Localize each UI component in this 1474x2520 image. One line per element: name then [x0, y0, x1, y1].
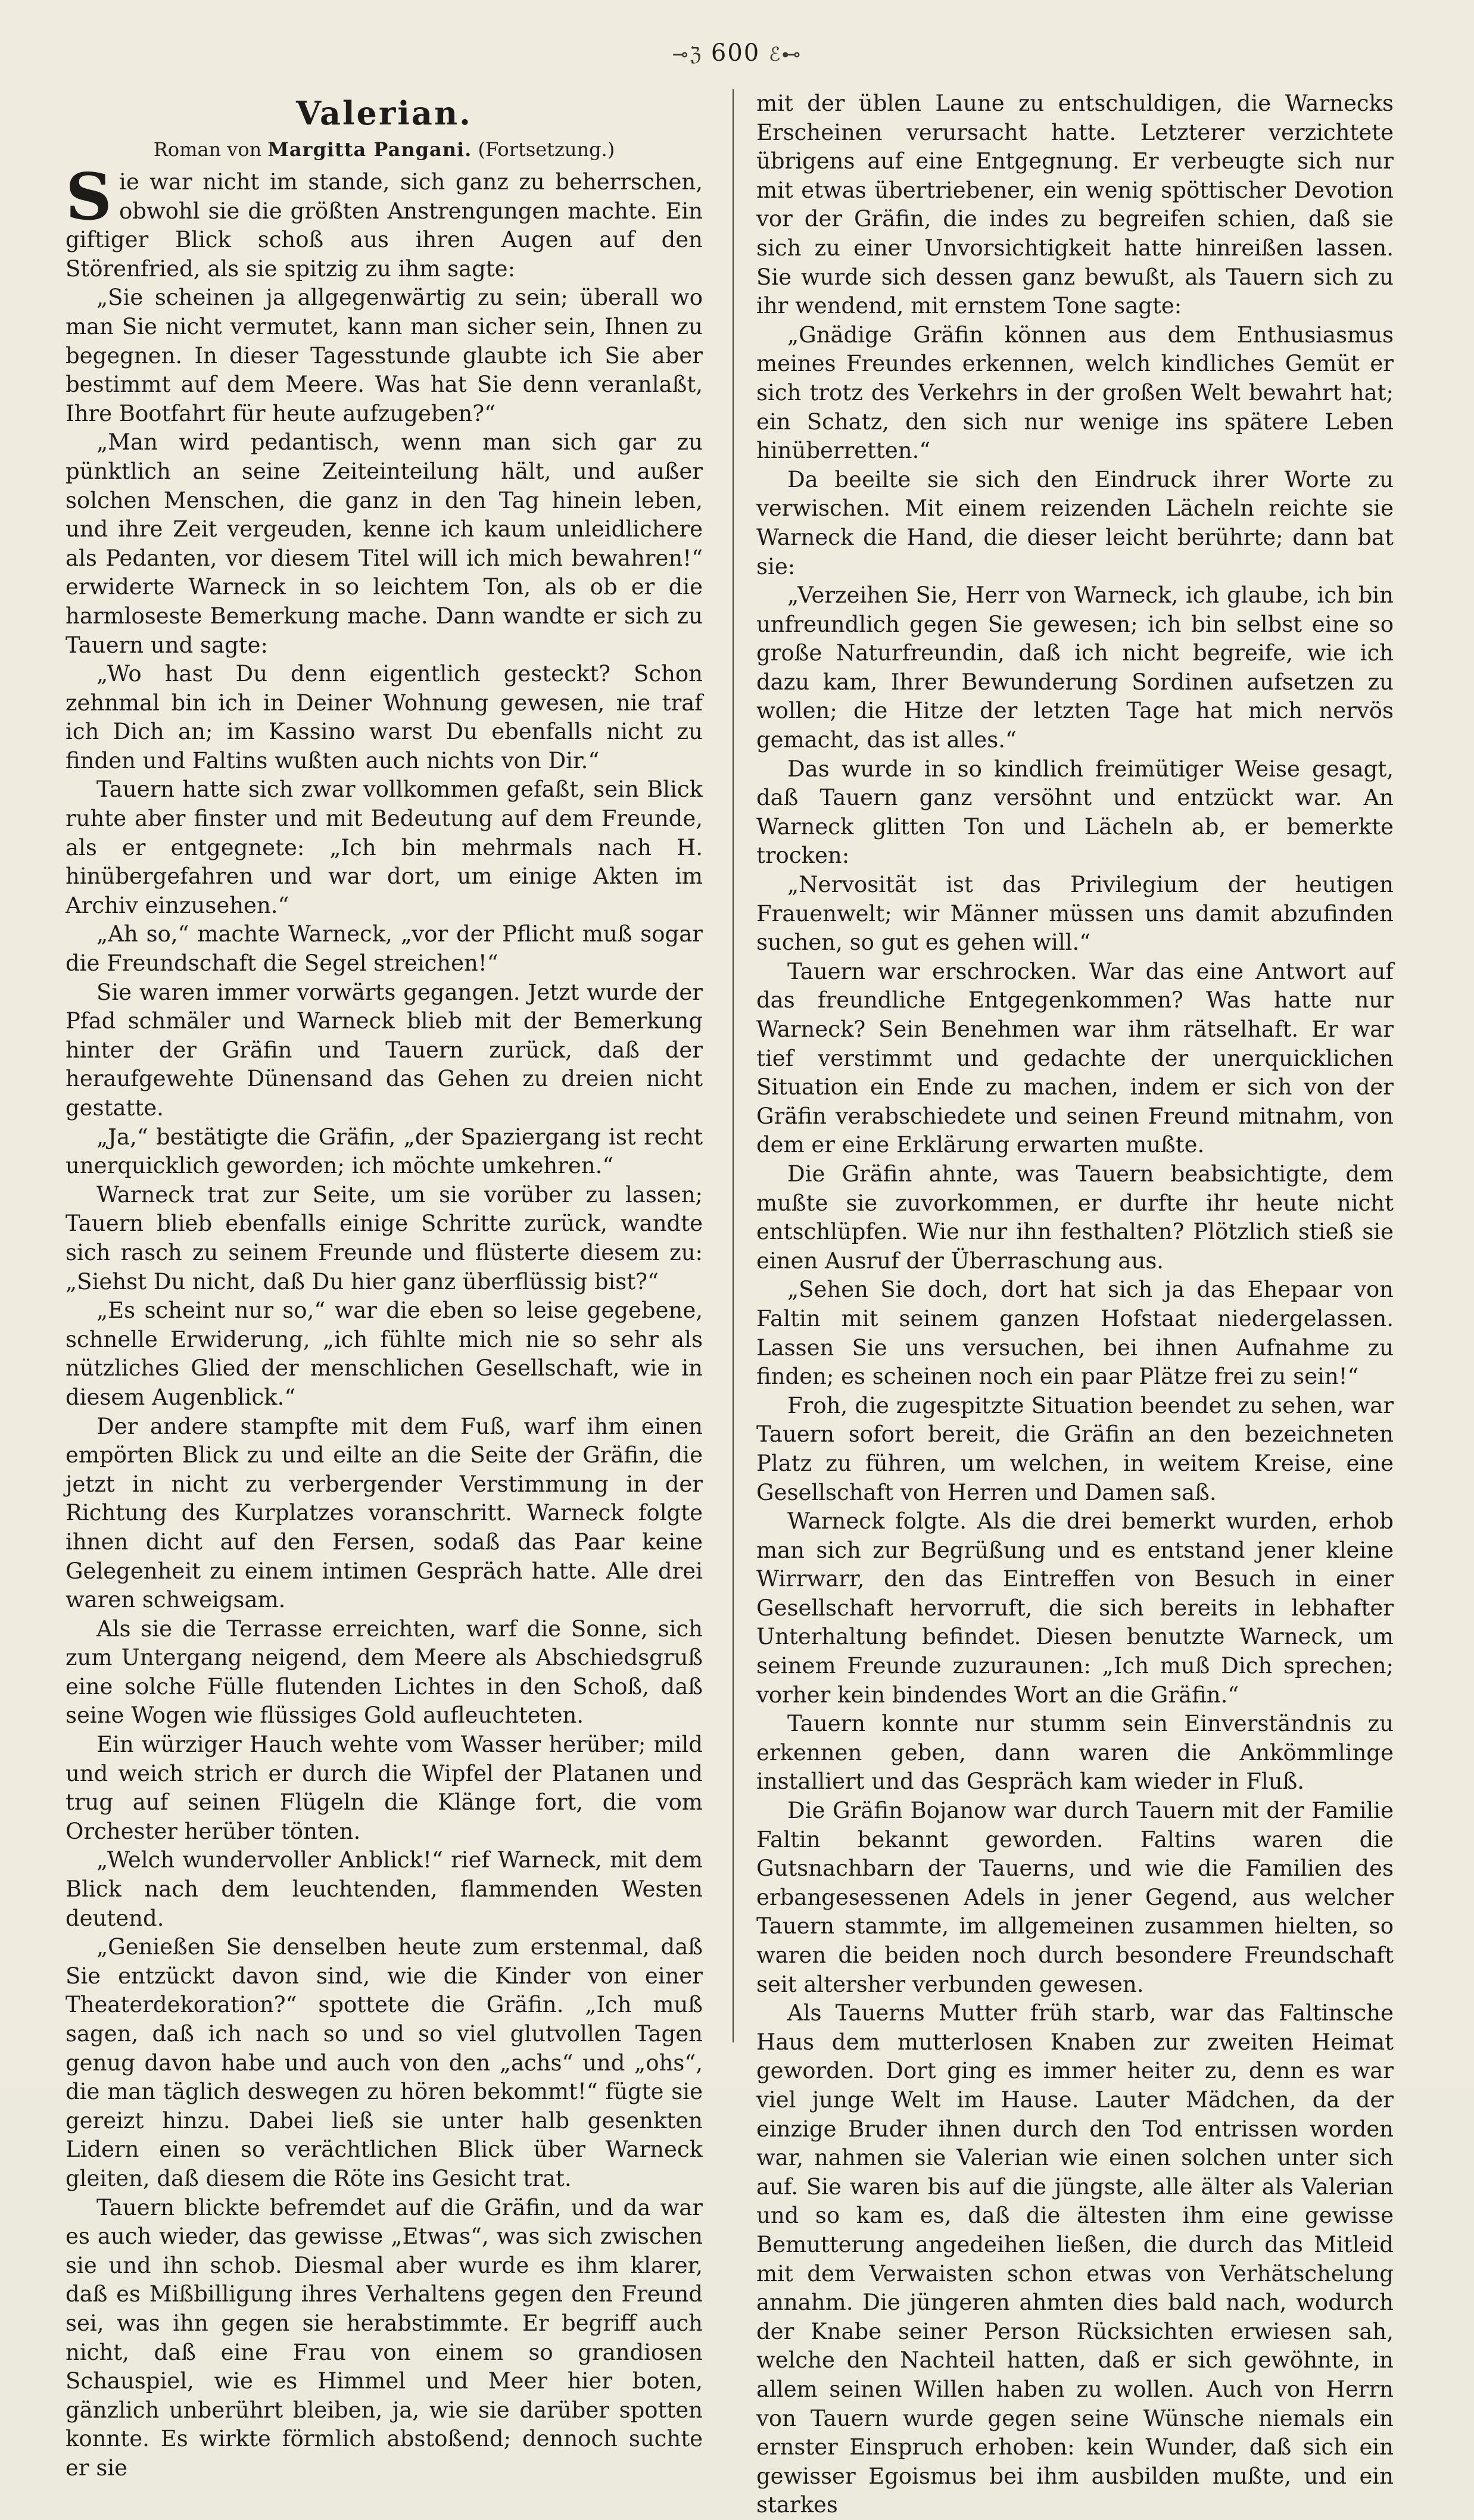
- right-column-text: [756, 89, 1394, 2520]
- subtitle-prefix: Roman von: [153, 138, 262, 161]
- paragraph: Da beeilte sie sich den Eindruck ihrer Worte zu verwischen. Mit einem reizenden Lächeln reichte sie Warneck die Hand, die dieser leicht berührte; dann bat sie:: [756, 466, 1394, 579]
- paragraph: Warneck folgte. Als die drei bemerkt wurden, erhob man sich zur Begrüßung und es entstand jener kleine Wirrwarr, den das Eintreffen von Besuch in einer Gesellschaft hervorruft, die sich bereits in lebhafter Unterhaltung befindet. Diesen benutzte Warneck, um seinem Freunde zuzuraunen: „Ich muß Dich sprechen; vorher kein bindendes Wort an die Gräfin.“: [756, 1508, 1394, 1708]
- paragraph: „Gnädige Gräfin können aus dem Enthusiasmus meines Freundes erkennen, welch kindliches Gemüt er sich trotz des Verkehrs in der großen Welt bewahrt hat; ein Schatz, den sich nur wenige ins spätere Leben hinüberretten.“: [756, 322, 1394, 464]
- page-number: 600: [710, 39, 761, 67]
- paragraph: „Verzeihen Sie, Herr von Warneck, ich glaube, ich bin unfreundlich gegen Sie gewesen; ich bin selbst eine so große Naturfreundin, daß ich nicht begreife, wie ich dazu kam, Ihrer Bewunderung Sordinen aufsetzen zu wollen; die Hitze der letzten Tage hat mich nervös gemacht, das ist alles.“: [756, 582, 1394, 753]
- paragraph: „Sie scheinen ja allgegenwärtig zu sein; überall wo man Sie nicht vermutet, kann man sicher sein, Ihnen zu begegnen. In dieser Tagesstunde glaubte ich Sie aber bestimmt auf dem Meere. Was hat Sie denn veranlaßt, Ihre Bootfahrt für heute aufzugeben?“: [66, 285, 703, 426]
- paragraph: „Ah so,“ machte Warneck, „vor der Pflicht muß sogar die Freundschaft die Segel streichen!“: [66, 921, 703, 977]
- ornament-left: ⊸ℨ: [672, 43, 703, 66]
- paragraph: Tauern war erschrocken. War das eine Antwort auf das freundliche Entgegenkommen? Was hatte nur Warneck? Sein Benehmen war ihm rätselhaft. Er war tief verstimmt und gedachte der unerquicklichen Situation ein Ende zu machen, indem er sich von der Gräfin verabschiedete und seinen Freund mitnahm, von dem er eine Erklärung erwarten mußte.: [756, 958, 1394, 1158]
- left-column: [66, 89, 703, 2483]
- article-subtitle: [66, 136, 703, 163]
- paragraph: Ein würziger Hauch wehte vom Wasser herüber; mild und weich strich er durch die Wipfel der Platanen und trug auf seinen Flügeln die Klänge fort, die vom Orchester herüber tönten.: [66, 1732, 703, 1844]
- paragraph: „Ja,“ bestätigte die Gräfin, „der Spaziergang ist recht unerquicklich geworden; ich möchte umkehren.“: [66, 1124, 703, 1179]
- paragraph: „Sehen Sie doch, dort hat sich ja das Ehepaar von Faltin mit seinem ganzen Hofstaat niedergelassen. Lassen Sie uns versuchen, bei ihnen Aufnahme zu finden; es scheinen noch ein paar Plätze frei zu sein!“: [756, 1277, 1394, 1390]
- paragraph: Die Gräfin Bojanow war durch Tauern mit der Familie Faltin bekannt geworden. Faltins waren die Gutsnachbarn der Tauerns, und wie die Familien des erbangesessenen Adels in jener Gegend, aus welcher Tauern stammte, im allgemeinen zusammen hielten, so waren die beiden noch durch besondere Freundschaft seit altersher verbunden gewesen.: [756, 1798, 1394, 1997]
- left-column-text: [66, 160, 703, 2483]
- paragraph: Warneck trat zur Seite, um sie vorüber zu lassen; Tauern blieb ebenfalls einige Schritte zurück, wandte sich rasch zu seinem Freunde und flüsterte diesem zu: „Siehst Du nicht, daß Du hier ganz überflüssig bist?“: [66, 1181, 703, 1295]
- paragraph: Tauern blickte befremdet auf die Gräfin, und da war es auch wieder, das gewisse „Etwas“, was sich zwischen sie und ihn schob. Diesmal aber wurde es ihm klarer, daß es Mißbilligung ihres Verhaltens gegen den Freund sei, was ihn gegen sie herabstimmte. Er begriff auch nicht, daß eine Frau von einem so grandiosen Schauspiel, wie es Himmel und Meer hier boten, gänzlich unberührt bleiben, ja, wie sie darüber spotten konnte. Es wirkte förmlich abstoßend; dennoch suchte er sie: [66, 2194, 703, 2481]
- ornament-right: ℰ⊷: [768, 43, 802, 66]
- paragraph: Der andere stampfte mit dem Fuß, warf ihm einen empörten Blick zu und eilte an die Seite der Gräfin, die jetzt in nicht zu verbergender Verstimmung in der Richtung des Kurplatzes voranschritt. Warneck folgte ihnen dicht auf den Fersen, sodaß das Paar keine Gelegenheit zu einem intimen Gespräch hatte. Alle drei waren schweigsam.: [66, 1413, 703, 1613]
- paragraph: „Man wird pedantisch, wenn man sich gar zu pünktlich an seine Zeiteinteilung hält, und außer solchen Menschen, die ganz in den Tag hinein leben, und ihre Zeit vergeuden, kenne ich kaum unleidlichere als Pedanten, vor diesem Titel will ich mich bewahren!“ erwiderte Warneck in so leichtem Ton, als ob er die harmloseste Bemerkung mache. Dann wandte er sich zu Tauern und sagte:: [66, 429, 703, 658]
- paragraph: „Genießen Sie denselben heute zum erstenmal, daß Sie entzückt davon sind, wie die Kinder von einer Theaterdekoration?“ spottete die Gräfin. „Ich muß sagen, daß ich nach so und so viel glutvollen Tagen genug davon habe und auch von den „achs“ und „ohs“, die man täglich deswegen zu hören bekommt!“ fügte sie gereizt hinzu. Dabei ließ sie unter halb gesenkten Lidern einen so verächtlichen Blick über Warneck gleiten, daß diesem die Röte ins Gesicht trat.: [66, 1934, 703, 2191]
- column-divider: [733, 89, 734, 2042]
- paragraph: Tauern konnte nur stumm sein Einverständnis zu erkennen geben, dann waren die Ankömmlinge installiert und das Gespräch kam wieder in Fluß.: [756, 1711, 1394, 1795]
- paragraph: Als sie die Terrasse erreichten, warf die Sonne, sich zum Untergang neigend, dem Meere als Abschiedsgruß eine solche Fülle flutenden Lichtes in den Schoß, daß seine Wogen wie flüssiges Gold aufleuchteten.: [66, 1615, 703, 1729]
- paragraph: Sie war nicht im stande, sich ganz zu beherrschen, obwohl sie die größten Anstrengungen machte. Ein giftiger Blick schoß aus ihren Augen auf den Störenfried, als sie spitzig zu ihm sagte:: [66, 160, 703, 282]
- article-title: Valerian.: [296, 94, 472, 132]
- paragraph: „Welch wundervoller Anblick!“ rief Warneck, mit dem Blick nach dem leuchtenden, flammenden Westen deutend.: [66, 1847, 703, 1931]
- author-name: Margitta Pangani.: [267, 138, 472, 161]
- paragraph: Sie waren immer vorwärts gegangen. Jetzt wurde der Pfad schmäler und Warneck blieb mit der Bemerkung hinter der Gräfin und Tauern zurück, daß der heraufgewehte Dünensand das Gehen zu dreien nicht gestatte.: [66, 979, 703, 1121]
- paragraph: Tauern hatte sich zwar vollkommen gefaßt, sein Blick ruhte aber finster und mit Bedeutung auf dem Freunde, als er entgegnete: „Ich bin mehrmals nach H. hinübergefahren und war dort, um einige Akten im Archiv einzusehen.“: [66, 776, 703, 918]
- subtitle-suffix: (Fortsetzung.): [478, 138, 615, 161]
- paragraph: mit der üblen Laune zu entschuldigen, die Warnecks Erscheinen verursacht hatte. Letzterer verzichtete übrigens auf eine Entgegnung. Er verbeugte sich nur mit etwas übertriebener, ein wenig spöttischer Devotion vor der Gräfin, die indes zu begreifen schien, daß sie sich zu einer Unvorsichtigkeit hatte hinreißen lassen. Sie wurde sich dessen ganz bewußt, als Tauern sich zu ihr wendend, mit ernstem Tone sagte:: [756, 91, 1394, 319]
- paragraph: „Es scheint nur so,“ war die eben so leise gegebene, schnelle Erwiderung, „ich fühlte mich nie so sehr als nützliches Glied der menschlichen Gesellschaft, wie in diesem Augenblick.“: [66, 1298, 703, 1410]
- paragraph: Als Tauerns Mutter früh starb, war das Faltinsche Haus dem mutterlosen Knaben zur zweiten Heimat geworden. Dort ging es immer heiter zu, denn es war viel junge Welt im Hause. Lauter Mädchen, da der einzige Bruder ihnen durch den Tod entrissen worden war, nahmen sie Valerian wie einen solchen unter sich auf. Sie waren bis auf die jüngste, alle älter als Valerian und so kam es, daß die ältesten ihm eine gewisse Bemutterung angedeihen ließen, die durch das Mitleid mit dem Verwaisten schon etwas von Verhätschelung annahm. Die jüngeren ahmten dies bald nach, wodurch der Knabe seiner Person Rücksichten erwiesen sah, welche den Nachteil hatten, daß er sich gewöhnte, in allem seinen Willen haben zu wollen. Auch von Herrn von Tauern wurde gegen seine Wünsche niemals ein ernster Einspruch erhoben: kein Wunder, daß sich ein gewisser Egoismus bei ihm ausbilden mußte, und ein starkes: [756, 2000, 1394, 2518]
- right-column: [756, 89, 1394, 2520]
- paragraph: Froh, die zugespitzte Situation beendet zu sehen, war Tauern sofort bereit, die Gräfin an den bezeichneten Platz zu führen, um welchen, in weitem Kreise, eine Gesellschaft von Herren und Damen saß.: [756, 1392, 1394, 1505]
- page-number-header: [0, 39, 1474, 67]
- drop-cap: S: [66, 160, 112, 235]
- paragraph: „Nervosität ist das Privilegium der heutigen Frauenwelt; wir Männer müssen uns damit abzufinden suchen, so gut es gehen will.“: [756, 872, 1394, 956]
- paragraph: Die Gräfin ahnte, was Tauern beabsichtigte, dem mußte sie zuvorkommen, er durfte ihr heute nicht entschlüpfen. Wie nur ihn festhalten? Plötzlich stieß sie einen Ausruf der Überraschung aus.: [756, 1161, 1394, 1274]
- paragraph: Das wurde in so kindlich freimütiger Weise gesagt, daß Tauern ganz versöhnt und entzückt war. An Warneck glitten Ton und Lächeln ab, er bemerkte trocken:: [756, 756, 1394, 869]
- paragraph: „Wo hast Du denn eigentlich gesteckt? Schon zehnmal bin ich in Deiner Wohnung gewesen, nie traf ich Dich an; im Kassino warst Du ebenfalls nicht zu finden und Faltins wußten auch nichts von Dir.“: [66, 661, 703, 774]
